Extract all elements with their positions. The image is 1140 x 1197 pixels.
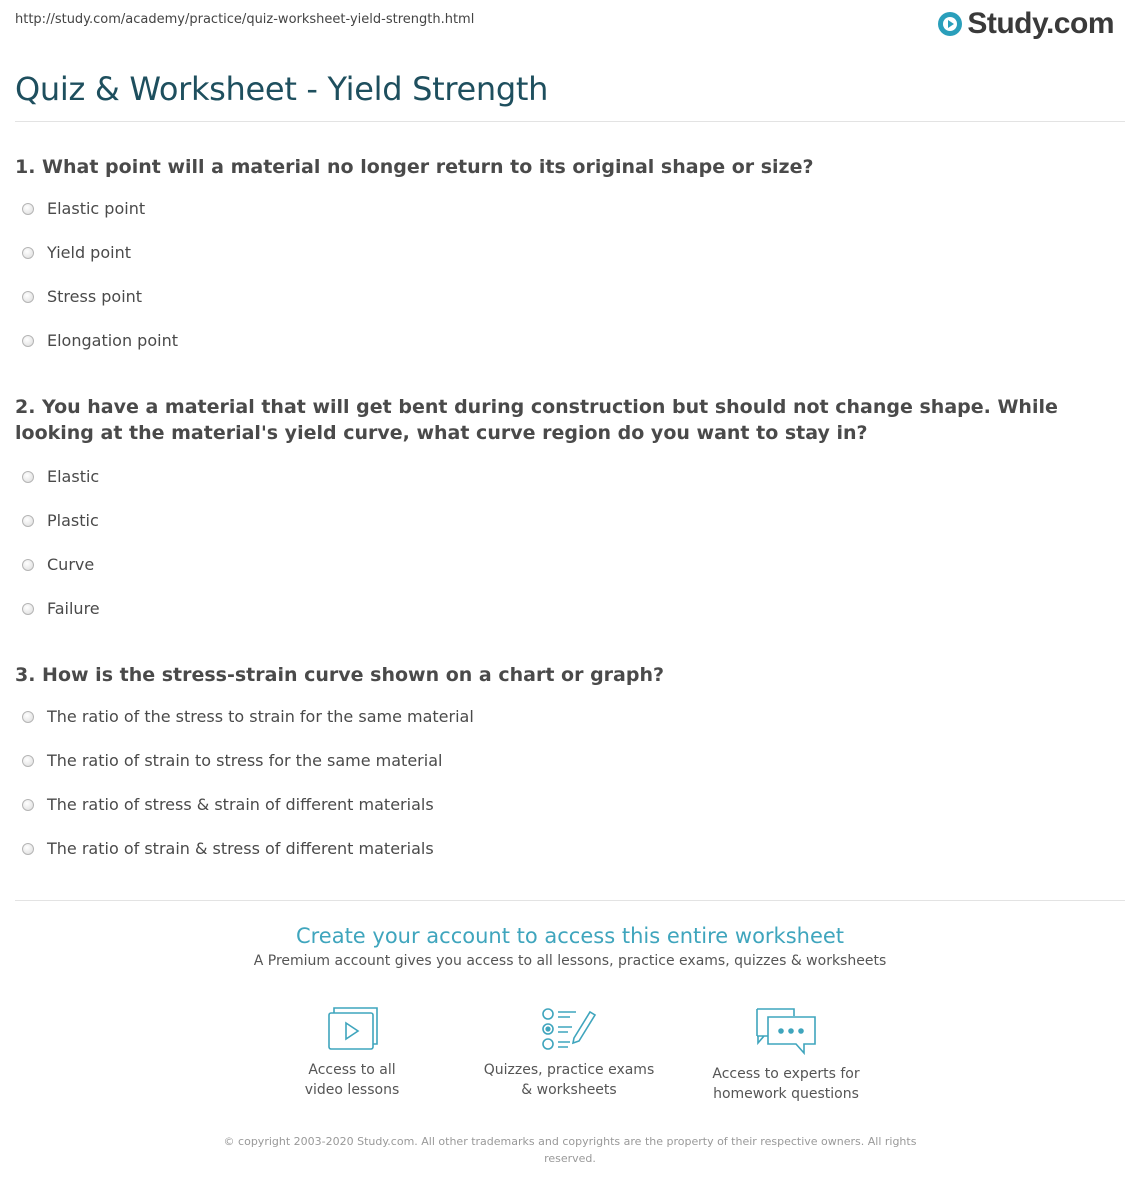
q3-option-4[interactable] bbox=[22, 839, 434, 858]
q1-option-2[interactable] bbox=[22, 243, 131, 262]
q2-option-4[interactable] bbox=[22, 599, 100, 618]
play-circle-icon bbox=[937, 11, 963, 37]
study-logo[interactable] bbox=[937, 7, 1114, 41]
cta-divider bbox=[15, 900, 1125, 901]
option-label: Plastic bbox=[47, 511, 99, 530]
title-divider bbox=[15, 121, 1125, 122]
option-label: Elastic point bbox=[47, 199, 146, 218]
radio-button[interactable] bbox=[22, 843, 34, 855]
cta-subtitle: A Premium account gives you access to all lessons, practice exams, quizzes & worksheets bbox=[253, 953, 887, 969]
logo-text: Study.com bbox=[967, 7, 1114, 40]
page-title: Quiz & Worksheet - Yield Strength bbox=[15, 70, 549, 108]
q2-option-2[interactable] bbox=[22, 511, 99, 530]
quiz-checklist-icon bbox=[540, 1006, 598, 1052]
option-label: Failure bbox=[47, 599, 100, 618]
q1-option-3[interactable] bbox=[22, 287, 142, 306]
feature-experts bbox=[686, 1006, 886, 1104]
q3-option-1[interactable] bbox=[22, 707, 474, 726]
radio-button[interactable] bbox=[22, 471, 34, 483]
option-label: The ratio of strain to stress for the same material bbox=[47, 751, 443, 770]
option-label: The ratio of strain & stress of different materials bbox=[47, 839, 434, 858]
feature-line-1: Access to experts for bbox=[712, 1066, 860, 1082]
feature-line-2: homework questions bbox=[713, 1086, 859, 1102]
q1-option-1[interactable] bbox=[22, 199, 145, 218]
option-label: Elastic bbox=[47, 467, 100, 486]
question-2: 2. You have a material that will get bent during construction but should not change shape. While looking at the material's yield curve, what curve region do you want to stay in? bbox=[15, 396, 1058, 444]
feature-video-lessons bbox=[252, 1006, 452, 1100]
feature-quizzes bbox=[469, 1006, 669, 1100]
radio-button[interactable] bbox=[22, 711, 34, 723]
question-1: 1. What point will a material no longer return to its original shape or size? bbox=[15, 156, 814, 178]
option-label: Stress point bbox=[47, 287, 143, 306]
radio-button[interactable] bbox=[22, 755, 34, 767]
radio-button[interactable] bbox=[22, 799, 34, 811]
radio-button[interactable] bbox=[22, 247, 34, 259]
cta-title[interactable]: Create your account to access this entire worksheet bbox=[295, 924, 845, 948]
page-url: http://study.com/academy/practice/quiz-worksheet-yield-strength.html bbox=[15, 12, 475, 27]
radio-button[interactable] bbox=[22, 291, 34, 303]
option-label: The ratio of stress & strain of different materials bbox=[47, 795, 434, 814]
radio-button[interactable] bbox=[22, 559, 34, 571]
radio-button[interactable] bbox=[22, 603, 34, 615]
feature-line-1: Access to all bbox=[308, 1062, 396, 1078]
option-label: Yield point bbox=[47, 243, 131, 262]
q2-option-3[interactable] bbox=[22, 555, 94, 574]
feature-line-1: Quizzes, practice exams bbox=[483, 1062, 655, 1078]
chat-bubbles-icon bbox=[754, 1006, 818, 1056]
option-label: The ratio of the stress to strain for the same material bbox=[47, 707, 474, 726]
q3-option-2[interactable] bbox=[22, 751, 442, 770]
option-label: Curve bbox=[47, 555, 95, 574]
feature-line-2: video lessons bbox=[304, 1082, 400, 1098]
radio-button[interactable] bbox=[22, 335, 34, 347]
radio-button[interactable] bbox=[22, 203, 34, 215]
option-label: Elongation point bbox=[47, 331, 178, 350]
q3-option-3[interactable] bbox=[22, 795, 434, 814]
copyright-notice: © copyright 2003-2020 Study.com. All other trademarks and copyrights are the property of their respective owners. All rights reserved. bbox=[223, 1135, 917, 1165]
radio-button[interactable] bbox=[22, 515, 34, 527]
question-3: 3. How is the stress-strain curve shown on a chart or graph? bbox=[15, 664, 665, 686]
feature-line-2: & worksheets bbox=[521, 1082, 617, 1098]
video-lessons-icon bbox=[325, 1006, 379, 1052]
q1-option-4[interactable] bbox=[22, 331, 178, 350]
q2-option-1[interactable] bbox=[22, 467, 99, 486]
